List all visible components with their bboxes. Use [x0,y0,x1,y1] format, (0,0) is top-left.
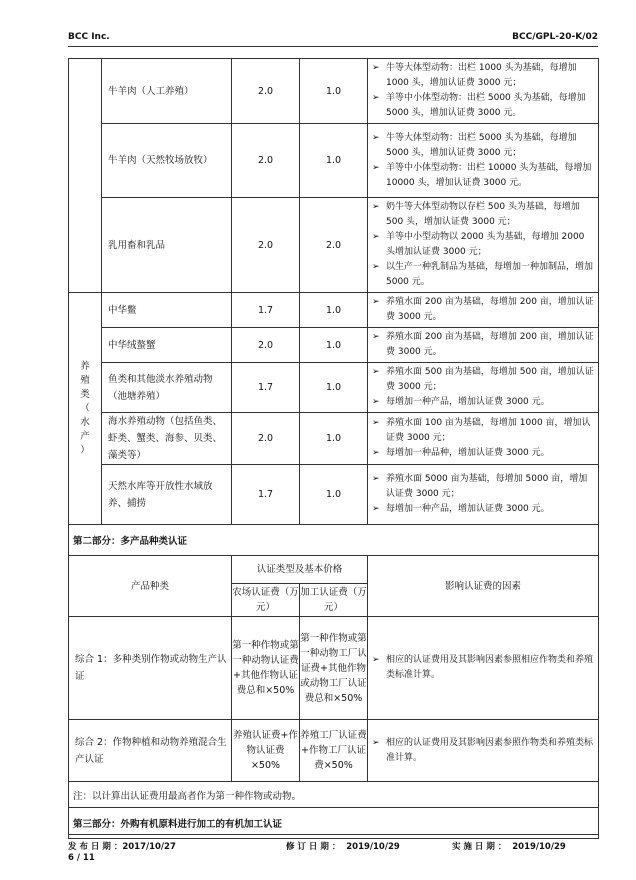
bullet-icon: ➢ [372,504,380,514]
table-row [69,617,599,720]
note: 注：以计算出认证费用最高者作为第一种作物或动物。 [69,782,599,808]
farm-fee: 第一种作物或第一种动物认证费+其他作物认证费总和×50% [232,617,300,720]
farm-fee: 2.0 [232,59,300,124]
bullet-icon: ➢ [372,297,380,307]
bullet-icon: ➢ [372,93,380,103]
footer-effective-date: 实 施 日 期 ： 2019/10/29 [452,842,566,852]
list-item: ➢ 养殖水面 500 亩为基础，每增加 500 亩，增加认证费 3000 元； [372,365,594,395]
fee-factors [368,465,599,525]
fee-factors [368,413,599,465]
list-item: ➢ 牛等大体型动物：出栏 5000 头为基础，每增加 5000 头，增加认证费 3000 元； [372,131,594,161]
product-name: 海水养殖动物（包括鱼类、虾类、蟹类、海参、贝类、藻类等） [102,413,232,465]
bullet-icon: ➢ [372,332,380,342]
farm-fee: 2.0 [232,413,300,465]
column-header-group: 认证类型及基本价格 [232,556,368,584]
list-item: ➢ 每增加一种产品，增加认证费 3000 元。 [372,395,594,410]
process-fee: 1.0 [300,465,368,525]
farm-fee: 养殖认证费+作物认证费×50% [232,720,300,782]
table-row [69,59,599,124]
certification-fee-table [68,58,599,839]
column-header-factors: 影响认证费的因素 [368,556,599,617]
aquaculture-category-label: 养 殖 类 （ 水 产 ） [69,293,102,525]
table-row [69,720,599,782]
product-name: 牛羊肉（人工养殖） [102,59,232,124]
list-item: ➢ 羊等中小体型动物：出栏 10000 头为基础，每增加 10000 头，增加认证费 3000 元。 [372,161,594,191]
bullet-icon: ➢ [372,418,380,428]
product-name: 乳用畜和乳品 [102,198,232,293]
table-header-row [69,556,599,584]
product-name: 综合 2：作物种植和动物养殖混合生产认证 [69,720,232,782]
part2-title: 第二部分：多产品种类认证 [69,525,599,556]
footer-divider [68,834,598,835]
fee-factors [368,363,599,413]
list-item: ➢ 养殖水面 200 亩为基础，每增加 200 亩，增加认证费 3000 元。 [372,330,594,360]
farm-fee: 1.7 [232,363,300,413]
list-item: ➢ 相应的认证费用及其影响因素参照作物类和养殖类标准计算。 [372,736,594,766]
farm-fee: 2.0 [232,328,300,363]
list-item: ➢ 羊等中小型动物以 2000 头为基础，每增加 2000 头增加认证费 3000 元； [372,230,594,260]
list-item: ➢ 以生产一种乳制品为基础，每增加一种加制品，增加 5000 元。 [372,260,594,290]
bullet-icon: ➢ [372,63,380,73]
process-fee: 1.0 [300,124,368,198]
header-divider [68,46,598,47]
table-row [69,198,599,293]
product-name: 中华绒螯蟹 [102,328,232,363]
column-header-farm: 农场认证费（万元） [232,584,300,617]
header-company: BCC Inc. [68,32,110,42]
process-fee: 1.0 [300,59,368,124]
farm-fee: 2.0 [232,198,300,293]
product-name: 综合 1：多种类别作物或动物生产认证 [69,617,232,720]
bullet-icon: ➢ [372,655,380,665]
bullet-icon: ➢ [372,448,380,458]
process-fee: 1.0 [300,363,368,413]
bullet-icon: ➢ [372,162,380,173]
table-row [69,413,599,465]
list-item: ➢ 养殖水面 5000 亩为基础，每增加 5000 亩，增加认证费 3000 元； [372,472,594,502]
list-item: ➢ 养殖水面 200 亩为基础，每增加 200 亩，增加认证费 3000 元。 [372,295,594,325]
livestock-category-cell [69,59,102,293]
table-row [69,363,599,413]
bullet-icon: ➢ [372,367,380,377]
process-fee: 2.0 [300,198,368,293]
fee-factors [368,198,599,293]
product-name: 中华鳖 [102,293,232,328]
process-fee: 1.0 [300,413,368,465]
bullet-icon: ➢ [372,474,380,484]
list-item: ➢ 养殖水面 100 亩为基础，每增加 1000 亩，增加认证费 3000 元； [372,416,594,446]
fee-factors [368,59,599,124]
process-fee: 1.0 [300,293,368,328]
fee-factors [368,328,599,363]
bullet-icon: ➢ [372,737,380,748]
footer-issue-date: 发 布 日 期 ：2017/10/27 [68,842,176,852]
bullet-icon: ➢ [372,202,380,212]
list-item: ➢ 羊等中小体型动物：出栏 5000 头为基础，每增加 5000 头，增加认证费 3000 元。 [372,91,594,121]
list-item: ➢ 相应的认证费用及其影响因素参照相应作物类和养殖类标准计算。 [372,653,594,683]
table-row [69,328,599,363]
header-doc-code: BCC/GPL-20-K/02 [512,32,598,42]
farm-fee: 1.7 [232,293,300,328]
bullet-icon: ➢ [372,262,380,272]
bullet-icon: ➢ [372,232,380,242]
table-row [69,293,599,328]
bullet-icon: ➢ [372,397,380,407]
product-name: 牛羊肉（天然牧场放牧） [102,124,232,198]
list-item: ➢ 每增加一种品种，增加认证费 3000 元。 [372,446,594,461]
part3-title: 第三部分：外购有机原料进行加工的有机加工认证 [69,808,599,839]
column-header-product: 产品种类 [69,556,232,617]
list-item: ➢ 每增加一种产品，增加认证费 3000 元。 [372,502,594,517]
list-item: ➢ 奶牛等大体型动物以存栏 500 头为基础，每增加 500 头，增加认证费 3000 元； [372,200,594,230]
page-number: 6 / 11 [68,853,95,863]
fee-factors [368,124,599,198]
section-row [69,525,599,556]
product-name: 鱼类和其他淡水养殖动物（池塘养殖） [102,363,232,413]
process-fee: 第一种作物或第一种动物工厂认证费+其他作物或动物工厂认证费总和×50% [300,617,368,720]
table-row [69,124,599,198]
table-row [69,465,599,525]
fee-factors [368,720,599,782]
fee-factors [368,293,599,328]
process-fee: 1.0 [300,328,368,363]
product-name: 天然水库等开放性水域放养、捕捞 [102,465,232,525]
fee-factors [368,617,599,720]
footer-revision-date: 修 订 日 期 ： 2019/10/29 [286,842,400,852]
list-item: ➢ 牛等大体型动物：出栏 1000 头为基础，每增加 1000 头，增加认证费 3000 元； [372,61,594,91]
farm-fee: 2.0 [232,124,300,198]
note-row [69,782,599,808]
bullet-icon: ➢ [372,132,380,143]
farm-fee: 1.7 [232,465,300,525]
process-fee: 养殖工厂认证费+作物工厂认证费×50% [300,720,368,782]
column-header-process: 加工认证费（万元） [300,584,368,617]
